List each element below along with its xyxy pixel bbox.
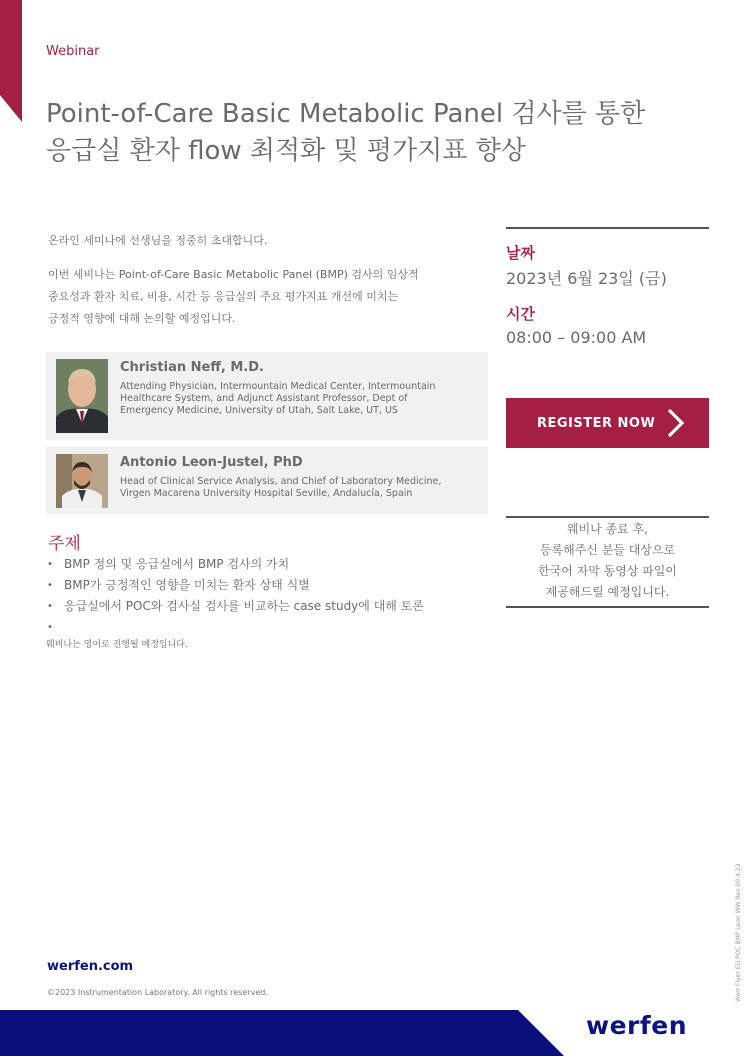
speaker-desc-line: Head of Clinical Service Analysis, and Chief of Laboratory Medicine, bbox=[120, 476, 442, 487]
register-label: REGISTER NOW bbox=[537, 415, 656, 431]
website-link[interactable]: werfen.com bbox=[47, 959, 134, 974]
document-code: Worr Flyer ED POC BMP Leon WW Rev 00 4.23 bbox=[735, 863, 742, 1002]
topic-item: • BMP 정의 및 응급실에서 BMP 검사의 가치 bbox=[46, 554, 506, 575]
speaker-desc-line: Healthcare System, and Adjunct Assistant Professor, Dept of bbox=[120, 393, 408, 404]
post-webinar-notice bbox=[506, 519, 709, 603]
speaker-desc-line: Attending Physician, Intermountain Medical Center, Intermountain bbox=[120, 381, 436, 392]
intro-description bbox=[48, 264, 468, 330]
corner-accent bbox=[0, 0, 22, 122]
register-now-button[interactable] bbox=[506, 398, 709, 448]
speaker-name: Christian Neff, M.D. bbox=[120, 360, 264, 375]
intro-line-2: 중요성과 환자 치료, 비용, 시간 등 응급실의 주요 평가지표 개선에 미치는 bbox=[48, 290, 399, 303]
topics-heading: 주제 bbox=[48, 534, 81, 554]
title-line-2: 응급실 환자 flow 최적화 및 평가지표 향상 bbox=[46, 136, 526, 166]
post-line: 한국어 자막 동영상 파일이 bbox=[538, 564, 677, 578]
werfen-logo: werfen bbox=[586, 1011, 688, 1040]
page-title bbox=[46, 96, 706, 170]
topic-item bbox=[46, 617, 506, 638]
post-line: 제공해드릴 예정입니다. bbox=[545, 585, 670, 599]
speaker-card-neff bbox=[46, 352, 488, 440]
speaker-name: Antonio Leon-Justel, PhD bbox=[120, 455, 303, 470]
divider-post-bottom bbox=[506, 606, 709, 608]
copyright-text: ©2023 Instrumentation Laboratory. All rights reserved. bbox=[47, 988, 268, 997]
intro-line-3: 긍정적 영향에 대해 논의할 예정입니다. bbox=[48, 312, 236, 325]
speaker-info-neff bbox=[120, 360, 476, 417]
topic-item: • 응급실에서 POC와 검사실 검사를 비교하는 case study에 대해 토론 bbox=[46, 596, 506, 617]
speaker-photo-neff bbox=[56, 359, 108, 433]
divider-post-top bbox=[506, 516, 709, 518]
intro-text bbox=[48, 230, 468, 342]
speaker-description bbox=[120, 381, 476, 417]
topics-list bbox=[46, 554, 506, 638]
eyebrow-label: Webinar bbox=[46, 44, 100, 59]
intro-line-1: 이번 세비나는 Point-of-Care Basic Metabolic Panel (BMP) 검사의 임상적 bbox=[48, 268, 419, 281]
time-label: 시간 bbox=[506, 305, 535, 323]
intro-invitation: 온라인 세미나에 선생님을 정중히 초대합니다. bbox=[48, 234, 268, 247]
date-label: 날짜 bbox=[506, 244, 535, 262]
speaker-description bbox=[120, 476, 476, 500]
chevron-right-icon bbox=[659, 407, 691, 439]
topic-item: • BMP가 긍정적인 영향을 미치는 환자 상태 식별 bbox=[46, 575, 506, 596]
post-line: 웨비나 종료 후, bbox=[567, 522, 648, 536]
speaker-info-leon-justel bbox=[120, 455, 476, 500]
language-note: 웨비나는 영어로 진행될 예정입니다. bbox=[46, 640, 188, 650]
title-line-1: Point-of-Care Basic Metabolic Panel 검사를 통한 bbox=[46, 99, 646, 129]
divider-top bbox=[506, 227, 709, 229]
speaker-desc-line: Virgen Macarena University Hospital Seville, Andalucía, Spain bbox=[120, 488, 413, 499]
speaker-card-leon-justel bbox=[46, 447, 488, 514]
time-value: 08:00 – 09:00 AM bbox=[506, 328, 647, 347]
date-value: 2023년 6월 23일 (금) bbox=[506, 269, 667, 288]
post-line: 등록해주신 분들 대상으로 bbox=[539, 543, 676, 557]
speaker-photo-leon-justel bbox=[56, 454, 108, 508]
speaker-desc-line: Emergency Medicine, University of Utah, Salt Lake, UT, US bbox=[120, 405, 398, 416]
